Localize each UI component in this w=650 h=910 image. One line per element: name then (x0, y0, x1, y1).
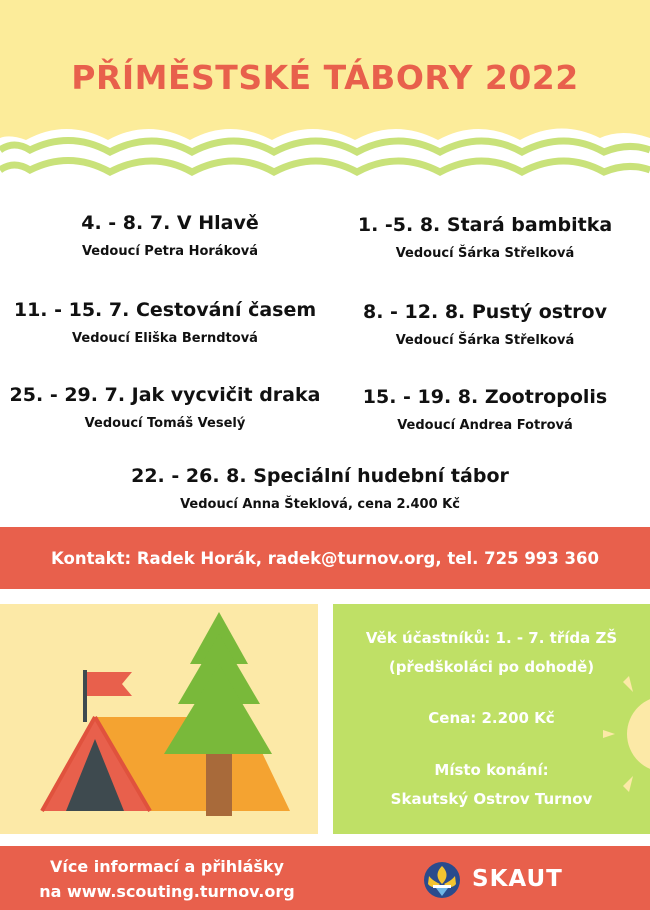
age-line: Věk účastníků: 1. - 7. třída ZŠ (365, 629, 618, 647)
camp-item (340, 386, 630, 433)
more-info-line1: Více informací a přihlášky (50, 857, 284, 876)
contact-bar (0, 527, 650, 589)
camp-item (5, 384, 325, 431)
camp-title: 22. - 26. 8. Speciální hudební tábor (131, 465, 509, 487)
camp-title: 25. - 29. 7. Jak vycvičit draka (9, 384, 321, 406)
camp-title: 15. - 19. 8. Zootropolis (362, 386, 608, 408)
contact-text: Kontakt: Radek Horák, radek@turnov.org, tel. 725 993 360 (51, 549, 599, 568)
skaut-lily-icon (420, 860, 464, 900)
camp-title: 4. - 8. 7. V Hlavě (81, 212, 259, 234)
camp-item (20, 212, 320, 259)
place-value: Skautský Ostrov Turnov (390, 790, 593, 808)
camp-leader: Vedoucí Anna Šteklová, cena 2.400 Kč (180, 497, 460, 512)
header-banner (0, 0, 650, 190)
price-text: Cena: 2.200 Kč (428, 709, 555, 727)
camp-leader: Vedoucí Andrea Fotrová (397, 418, 573, 433)
sun-icon (603, 664, 650, 804)
camp-item (100, 465, 540, 512)
footer-bar (0, 846, 650, 910)
skaut-logo-text: SKAUT (472, 866, 563, 892)
camp-leader: Vedoucí Šárka Střelková (395, 246, 575, 261)
camp-leader: Vedoucí Eliška Berndtová (72, 331, 258, 346)
age-note: (předškoláci po dohodě) (388, 658, 595, 676)
place-label: Místo konání: (434, 761, 549, 779)
camp-leader: Vedoucí Petra Horáková (81, 244, 259, 259)
website-link[interactable]: na www.scouting.turnov.org (39, 882, 295, 901)
camp-item (340, 301, 630, 348)
more-info-text (22, 854, 312, 904)
camp-title: 8. - 12. 8. Pustý ostrov (363, 301, 607, 323)
tent-and-tree-illustration (0, 604, 318, 834)
flag-icon (83, 670, 132, 722)
camp-item (340, 214, 630, 261)
camp-illustration (0, 604, 318, 834)
info-panel (333, 604, 650, 834)
camp-leader: Vedoucí Šárka Střelková (395, 333, 575, 348)
camp-leader: Vedoucí Tomáš Veselý (84, 416, 246, 431)
camp-title: 1. -5. 8. Stará bambitka (357, 214, 613, 236)
camp-item (10, 299, 320, 346)
page-title: PŘÍMĚSTSKÉ TÁBORY 2022 (71, 58, 579, 97)
camp-title: 11. - 15. 7. Cestování časem (13, 299, 317, 321)
